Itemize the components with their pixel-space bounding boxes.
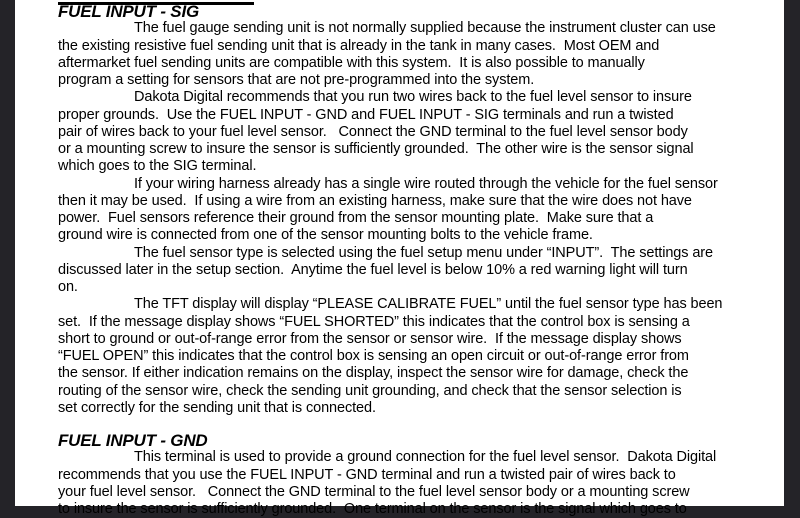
page-sheet [15, 0, 784, 517]
text-line: the sensor. If either indication remains on the display, inspect the sensor wire for damage, check the [58, 365, 689, 382]
text-line: ground wire is connected from one of the sensor mounting bolts to the vehicle frame. [58, 227, 593, 244]
text-line: pair of wires back to your fuel level sensor. Connect the GND terminal to the fuel level sensor body [58, 123, 688, 140]
text-line: your fuel level sensor. Connect the GND terminal to the fuel level sensor body or a mounting screw [58, 483, 690, 500]
section-heading-fuel-input-gnd: FUEL INPUT - GND [58, 431, 208, 450]
text-line: the existing resistive fuel sending unit that is already in the tank in many cases. Most OEM and [58, 37, 660, 54]
text-line: short to ground or out-of-range error from the sensor or sensor wire. If the message display shows [58, 330, 682, 347]
text-line: on. [58, 279, 78, 295]
text-line: program a setting for sensors that are not pre-programmed into the system. [58, 72, 535, 88]
text-line: set correctly for the sending unit that is connected. [58, 399, 376, 416]
text-line: then it may be used. If using a wire from an existing harness, make sure that the wire does not have [58, 192, 692, 209]
text-line: The TFT display will display “PLEASE CALIBRATE FUEL” until the fuel sensor type has been [134, 296, 723, 313]
viewer-dark-edge-left [0, 0, 15, 506]
text-line: The fuel gauge sending unit is not normally supplied because the instrument cluster can use [134, 20, 716, 37]
text-line: discussed later in the setup section. Anytime the fuel level is below 10% a red warning light will turn [58, 261, 688, 278]
text-line: power. Fuel sensors reference their ground from the sensor mounting plate. Make sure that a [58, 210, 654, 226]
text-line: routing of the sensor wire, check the sending unit grounding, and check that the sensor selection is [58, 382, 682, 399]
text-line: which goes to the SIG terminal. [58, 158, 257, 175]
text-line: to insure the sensor is sufficiently grounded. One terminal on the sensor is the signal which goes to [58, 501, 687, 517]
text-line: This terminal is used to provide a ground connection for the fuel level sensor. Dakota Digital [134, 449, 717, 466]
text-line: set. If the message display shows “FUEL SHORTED” this indicates that the control box is sensing a [58, 313, 690, 330]
text-line: “FUEL OPEN” this indicates that the control box is sensing an open circuit or out-of-range error from [58, 348, 689, 364]
text-line: Dakota Digital recommends that you run two wires back to the fuel level sensor to insure [134, 89, 692, 106]
text-line: aftermarket fuel sending units are compatible with this system. It is also possible to manually [58, 54, 645, 71]
page-content [58, 3, 750, 518]
text-line: or a mounting screw to insure the sensor is sufficiently grounded. The other wire is the sensor signal [58, 141, 694, 157]
text-line: proper grounds. Use the FUEL INPUT - GND and FUEL INPUT - SIG terminals and run a twisted [58, 106, 674, 123]
text-line: recommends that you use the FUEL INPUT - GND terminal and run a twisted pair of wires back to [58, 466, 676, 483]
text-line: The fuel sensor type is selected using the fuel setup menu under “INPUT”. The settings are [134, 244, 713, 261]
text-line: If your wiring harness already has a single wire routed through the vehicle for the fuel sensor [134, 175, 718, 192]
section-heading-fuel-input-sig: FUEL INPUT - SIG [58, 2, 199, 21]
viewer-dark-edge-right [784, 0, 800, 506]
